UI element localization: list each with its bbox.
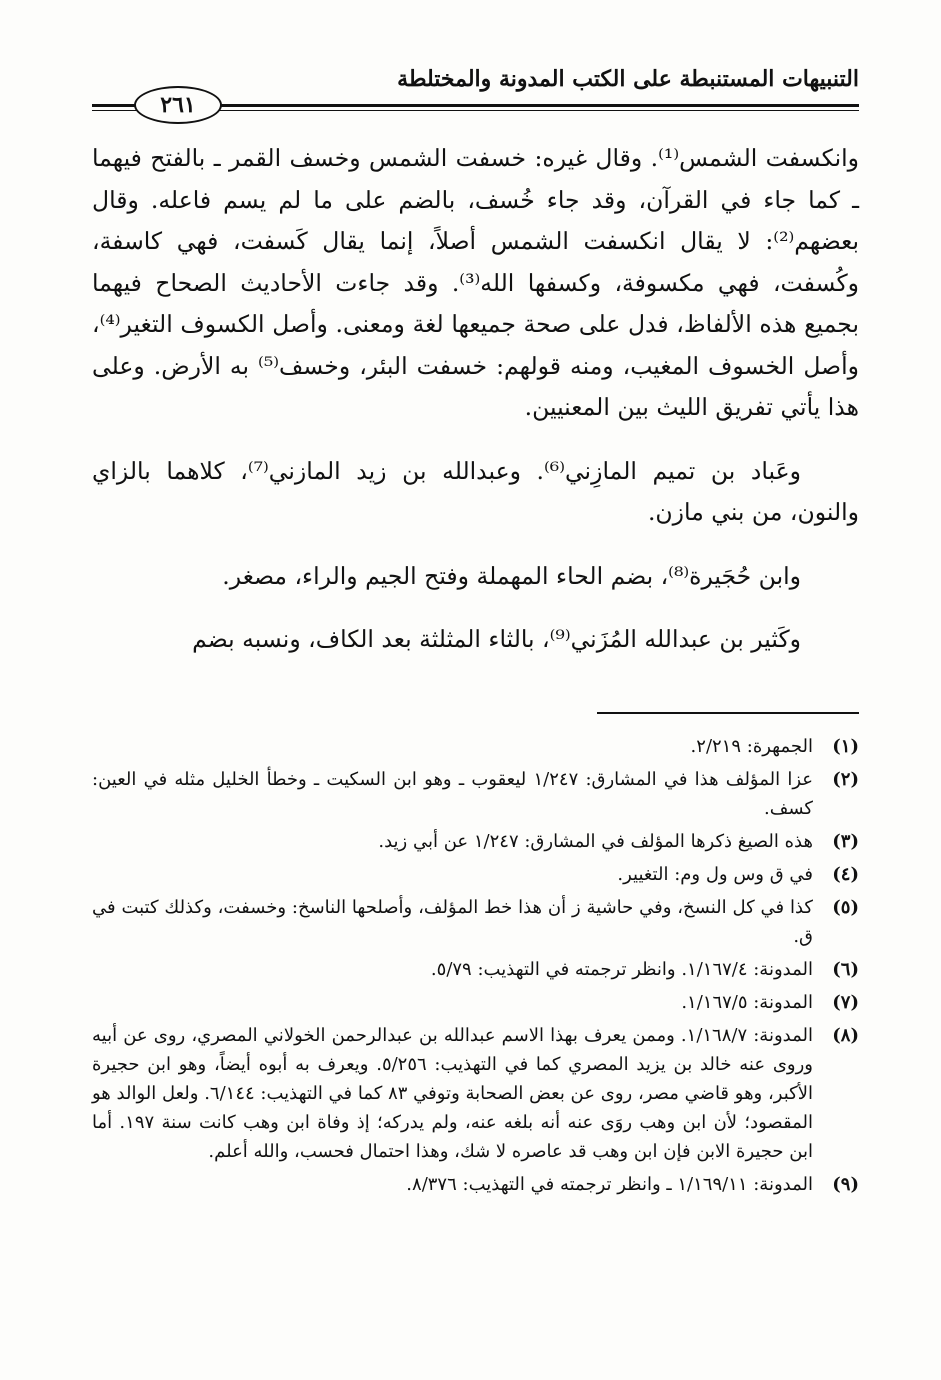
- footnote-text: هذه الصيغ ذكرها المؤلف في المشارق: ١/٢٤٧ عن أبي زيد.: [378, 831, 813, 852]
- paragraph: وابن حُجَيرة⁽⁸⁾، بضم الحاء المهملة وفتح الجيم والراء، مصغر.: [222, 561, 801, 590]
- footnote-text: في ق وس ول وم: التغيير.: [617, 864, 813, 885]
- footnote-number: (٩): [832, 1174, 859, 1195]
- paragraph: وكَثير بن عبدالله المُزَني⁽⁹⁾، بالثاء المثلثة بعد الكاف، ونسبه بضم: [192, 625, 801, 653]
- footnote-text: المدونة: ١/١٦٧/٤. وانظر ترجمته في التهذيب: ٥/٧٩.: [430, 959, 813, 980]
- footnote-text: المدونة: ١/١٦٨/٧. وممن يعرف بهذا الاسم عبدالله بن عبدالرحمن الخولاني المصري، روى عن أبيه وروى عنه خالد بن يزيد المصري كما في التهذيب: ٥/٢٥٦. ويعرف به أبوه أيضاً، وهو ابن حجيرة الأكبر، وهو قاضي مصر، روى عن بعض الصحابة وتوفي ٨٣ كما في التهذيب: ٦/١٤٤. ولعل الوالد هو المقصود؛ لأن ابن وهب روَى عنه أنه بلغه عنه، ولم يدركه؛ إذ وفاة ابن وهب كانت سنة ١٩٧. أما ابن حجيرة الابن فإن ابن وهب قد عاصره لا شك، وهذا احتمال فحسب، والله أعلم.: [92, 1025, 814, 1162]
- footnote-text: عزا المؤلف هذا في المشارق: ١/٢٤٧ ليعقوب ـ وهو ابن السكيت ـ وخطأ الخليل مثله في العين: كسف.: [92, 769, 814, 819]
- footnote: [92, 732, 859, 761]
- footnote-number: (٤): [832, 864, 859, 885]
- footnote-number: (٨): [832, 1025, 859, 1046]
- footnote: [92, 988, 859, 1017]
- footnote-number: (٧): [832, 992, 859, 1013]
- footnote: [92, 827, 859, 856]
- running-head: التنبيهات المستنبطة على الكتب المدونة والمختلطة: [397, 66, 859, 92]
- footnote: [92, 860, 859, 889]
- footnote-number: (٣): [832, 831, 859, 852]
- footnote: [92, 765, 859, 823]
- main-text: [92, 138, 859, 661]
- footnote-number: (٥): [832, 897, 859, 918]
- footnote: [92, 1021, 859, 1166]
- footnote: [92, 955, 859, 984]
- footnote-separator: [597, 712, 859, 714]
- footnote-number: (١): [832, 736, 859, 757]
- footnote-text: الجمهرة: ٢/٢١٩.: [690, 736, 813, 757]
- footnote-text: المدونة: ١/١٦٩/١١ ـ وانظر ترجمته في التهذيب: ٨/٣٧٦.: [406, 1174, 813, 1195]
- footnote-text: المدونة: ١/١٦٧/٥.: [681, 992, 813, 1013]
- footnotes: [92, 732, 859, 1203]
- footnote: [92, 893, 859, 951]
- footnote: [92, 1170, 859, 1199]
- footnote-number: (٢): [832, 769, 859, 790]
- footnote-number: (٦): [832, 959, 859, 980]
- page-number: ٢٦١: [134, 86, 222, 124]
- paragraph: وعَباد بن تميم المازِني⁽⁶⁾. وعبدالله بن زيد المازني⁽⁷⁾، كلاهما بالزاي والنون، من بني مازن.: [92, 456, 859, 526]
- paragraph: وانكسفت الشمس⁽¹⁾. وقال غيره: خسفت الشمس وخسف القمر ـ بالفتح فيهما ـ كما جاء في القرآن، وقد جاء خُسف، بالضم على ما لم يسم فاعله. وقال بعضهم⁽²⁾: لا يقال انكسفت الشمس أصلاً، إنما يقال كَسفت، فهي كاسفة، وكُسفت، فهي مكسوفة، وكسفها الله⁽³⁾. وقد جاءت الأحاديث الصحاح فيهما بجميع هذه الألفاظ، فدل على صحة جميعها لغة ومعنى. وأصل الكسوف التغير⁽⁴⁾، وأصل الخسوف المغيب، ومنه قولهم: خسفت البئر، وخسف⁽⁵⁾ به الأرض. وعلى هذا يأتي تفريق الليث بين المعنيين.: [92, 144, 859, 421]
- footnote-text: كذا في كل النسخ، وفي حاشية ز أن هذا خط المؤلف، وأصلحها الناسخ: وخسفت، وكذلك كتبت في ق.: [92, 897, 813, 947]
